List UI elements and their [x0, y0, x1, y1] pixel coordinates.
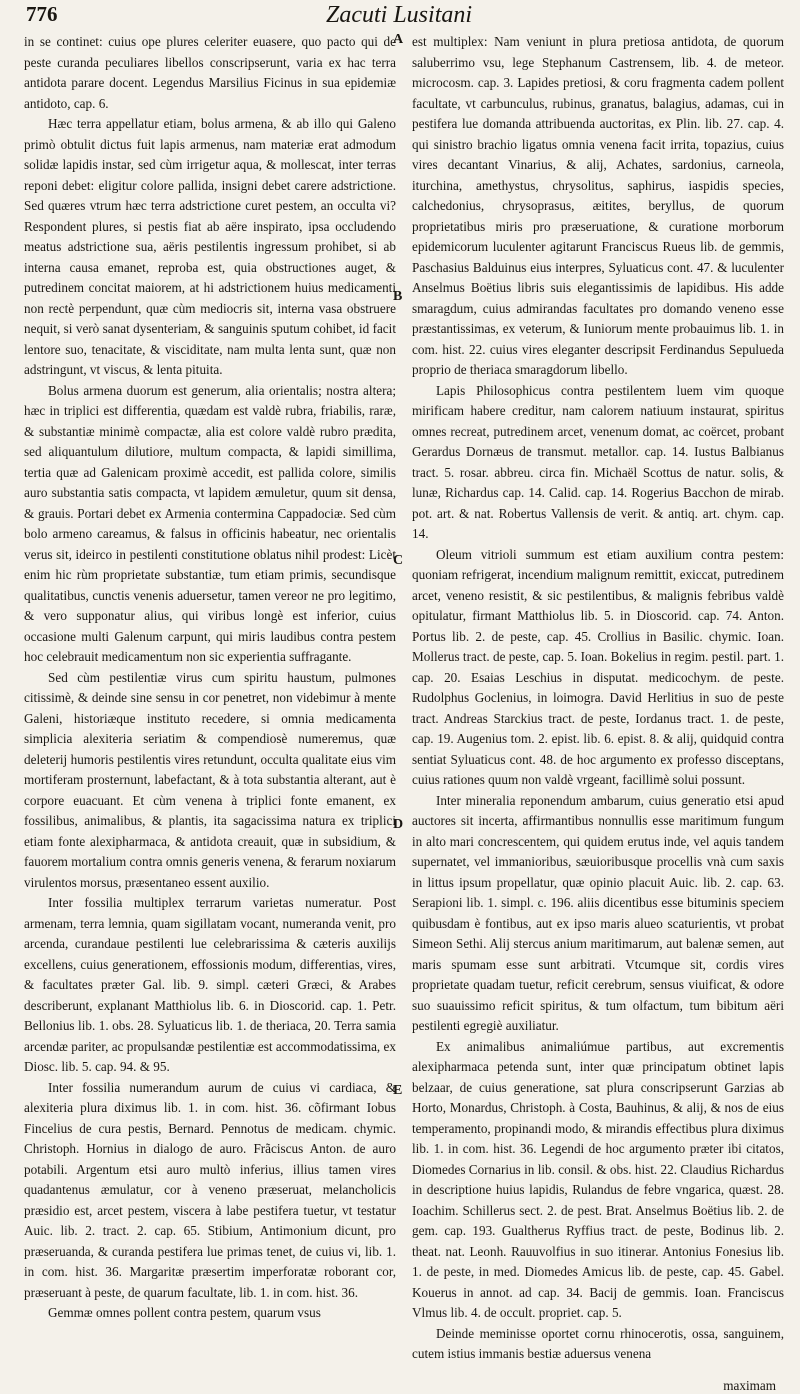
margin-letter-d: D: [393, 817, 404, 832]
paragraph: Inter mineralia reponendum ambarum, cuius generatio etsi apud auctores sit incerta, affirmantibus nonnullis esse maritimum fungum in alto mari concrescentem, qui quidem erutus inde, vel aquis tandem supernatet, vel immanioribus, sæuioribusque procellis vnà cum saxis in littus ipsum propellatur, quæ opinio placuit Auic. lib. 2. cap. 63. Serapioni lib. 1. simpl. c. 196. aliis dicentibus esse bituminis speciem quibusdam è fontibus, aut ex ipso maris alueo scaturientis, vt probat Simeon Sethi. Alij stercus anium maritimarum, aut balenæ semen, aut maris spumam esse sunt arbitrati. Vtcumque sit, cordis vires proprietate quadam tuetur, reficit cerebrum, sensus viuificat, & odore suo suauissimo reficit spiritus, & tum olfactum, tum bibitum aëri pestilenti egregiè auxiliatur.: [412, 792, 784, 1033]
left-column: [24, 32, 396, 1324]
paragraph: est multiplex: Nam veniunt in plura pretiosa antidota, de quorum saluberrimo vsu, lege Stephanum Castrensem, lib. 4. de meteor. microcosm. cap. 3. Lapides pretiosi, & coru fragmenta cadem pollent facultate, vt carbunculus, rubinus, granatus, balagius, adamas, cui in pestifera lue domanda attribuenda auctoritas, ex Plin. lib. 27. cap. 4. qui sinistro brachio ligatus omnia venena facit irrita, topazius, cuius vires decantant Vinarius, & alij, Achates, sardonius, carneola, iturchina, amethystus, chrysolitus, saphirus, iaspidis species, calchedonius, chrysoprasus, æitites, beryllus, de quorum proprietatibus miris pro præseruatione, & curatione morborum epidemicorum luculenter agitarunt Franciscus Rueus lib. de gemmis, Paschasius Balduinus eius interpres, Syluaticus cont. 47. & luculenter Anselmus Boëtius libris suis elegantissimis de lapidibus. His adde smaragdum, cuius admirandas facultates pro domando veneno esse præstantissimas, ex veterum, & Iuniorum mente probauimus lib. 1. in com. hist. 22. cuius vires eleganter descripsit Ferdinandus Sepulueda proprio de theriaca smaragdorum libello.: [412, 34, 784, 377]
paragraph: in se continet: cuius ope plures celeriter euasere, quo pacto qui de peste curanda peculiares libellos conscripserunt, varia ex hac terra antidota parare docent. Legendus Marsilius Ficinus in sua epidemiæ antidoto, cap. 6.: [24, 34, 396, 111]
margin-letter-b: B: [393, 289, 403, 304]
paragraph: Inter fossilia numerandum aurum de cuius vi cardiaca, & alexiteria plura diximus lib. 1. in com. hist. 36. cõfirmant Iobus Fincelius de cura pestis, Bernard. Pennotus de medicam. chymic. Christoph. Hornius in dialogo de auro. Frãciscus Anton. de auro potabili. Argentum etsi auro multò inferius, illius tamen vires quadantenus æmulatur, cor à veneno præseruat, melancholicis præsidio est, arcet pestem, viscera à labe pestifera tuetur, vt testatur Auic. lib. 2. tract. 2. cap. 65. Stibium, Antimonium dicunt, pro præseruanda, & curanda pestifera lue primas tenet, de cuius vi, lib. 1. in com. hist. 36. Margaritæ præsertim imperforatæ roborant cor, præseruant à peste, de quarum facultate, lib. 1. in com. hist. 36.: [24, 1079, 396, 1300]
paragraph: Bolus armena duorum est generum, alia orientalis; nostra altera; hæc in triplici est differentia, quædam est valdè rubra, friabilis, raræ, & substantiæ minimè compactæ, alia est colore valdè rubro prædita, sed aliquantulum dilutiore, multum compacta, & lapidi simillima, tertia quæ ad Galenicam proximè accedit, est pallida colore, similis auro substantia satis compacta, vt lapidem æmuletur, quum sit densa, & grauis. Portari debet ex Armenia contermina Cappadociæ. Sed cùm bolo armeno careamus, & falsus in officinis habeatur, nec orientalis verus sit, ideirco in pestilenti constitutione oblatus nihil prodest: Licèt enim hic rùm proprietate substantiæ, tum etiam primis, secundisque qualitatibus, cunctis venenis aduersetur, tamen vereor ne pro legitimo, & vero supponatur alius, qui viribus longè est inferior, cuius occasione multi Galenum carpunt, qui miris laudibus contra pestem hoc celebrauit medicamentum non sic experientia suffragante.: [24, 382, 396, 664]
catchword: maximam: [723, 1378, 776, 1393]
margin-letter-e: E: [393, 1083, 403, 1098]
paragraph: Inter fossilia multiplex terrarum varietas numeratur. Post armenam, terra lemnia, quam sigillatam vocant, numeranda venit, pro arcenda, curandaue pestilenti lue celebrarissima & cæteris auxilijs excellens, cuius generationem, effossionis modum, differentias, vires, & facultates præter Gal. lib. 9. simpl. cæteri Græci, & Arabes describerunt, explanant Matthiolus lib. 6. in Dioscorid. cap. 1. Petr. Bellonius lib. 1. obs. 28. Syluaticus lib. 1. de theriaca, 20. Terra samia arcendæ pariter, ac propulsandæ pestilentiæ est accommodatissima, ex Diosc. lib. 5. cap. 94. & 95.: [24, 895, 396, 1074]
page-number: 776: [26, 2, 58, 26]
margin-letter-c: C: [393, 553, 404, 568]
paragraph: Sed cùm pestilentiæ virus cum spiritu haustum, pulmones citissimè, & deinde sine sensu in cor penetret, non videbimur à mente Galeni, historiæque instituto recedere, si omnia medicamenta simplicia alexiteria seriatim & compendiosè numeremus, quæ deleterij humoris pestilentis vires retundunt, occulta qualitate eius vim mortiferam prosternunt, labefactant, & à tota substantia alterant, aut è corpore euacuant. Et cùm venena à triplici fonte emanent, ex fossilibus, animalibus, & plantis, ita sagacissima natura ex triplici etiam fonte alexipharmaca, & antidota creauit, quæ in subsidium, & fauorem mortalium contra omnis generis venena, & ferarum noxiarum virulentos morsus, præsentaneo essent auxilio.: [24, 669, 396, 890]
paragraph: Hæc terra appellatur etiam, bolus armena, & ab illo qui Galeno primò obtulit dictus fuit lapis armenus, nam materiæ erat admodum solidæ lapidis instar, sed cùm irrigetur aqua, & mollescat, inter terras reponi debet: eligitur colore pallida, insigni debet carere adstrictione. Sed quæres vtrum hæc terra adstrictione curet pestem, an occulta vi? Respondent plures, si pestis fiat ab aëre inspirato, ipsa occludendo meatus adstrictione sua, aëris pestilentis ingressum prohibet, si ab interna causa emanet, reproba est, quia obstructiones auget, & putredinem concitat maiorem, at hi adstrictionem huius medicamenti non rectè perpendunt, quæ cùm mediocris sit, interna vasa obstruere nequit, si verò sanat dysenteriam, & sanguinis sputum cohibet, id facit lentore suo, tenacitate, & visciditate, nam multa lenta sunt, quæ non adstringunt, vt viscus, & lenta pituita.: [24, 116, 396, 377]
right-column: [412, 32, 784, 1365]
paragraph: Deinde meminisse oportet cornu rhinocerotis, ossa, sanguinem, cutem istius immanis bestiæ aduersus venena: [412, 1325, 784, 1361]
running-head: Zacuti Lusitani: [326, 2, 473, 28]
page-header: [26, 2, 774, 30]
paragraph: Gemmæ omnes pollent contra pestem, quarum vsus: [48, 1305, 321, 1320]
paragraph: Oleum vitrioli summum est etiam auxilium contra pestem: quoniam refrigerat, incendium malignum remittit, exiccat, putredinem arcet, veneno resistit, & sic pestilentibus, & malignis febribus valdè opitulatur, firmant Matthiolus lib. 5. in Dioscorid. cap. 74. Anton. Portus lib. 2. de peste, cap. 45. Crollius in Basilic. chymic. Ioan. Mollerus tract. de peste, cap. 5. Ioan. Bokelius in regim. pestil. part. 1. cap. 20. Esaias Leschius in disputat. medicochym. de peste. Rudolphus Goclenius, in loimogra. David Herlitius in suo de peste tract. Andreas Starckius tract. de peste, Iordanus tract. 1. de peste, cap. 19. Augenius tom. 2. epist. lib. 6. epist. 8. & alij, quidquid contra sentiat Syluaticus cont. 48. de hoc argumento ex professo disceptans, cuius rationes quum non valdè vrgeant, facillimè solui possunt.: [412, 546, 784, 787]
paragraph: Ex animalibus animaliúmue partibus, aut excrementis alexipharmaca petenda sunt, inter quæ principatum obtinet lapis belzaar, de cuius generatione, sat plura conscripserunt Garzias ab Horto, Monardus, Christoph. à Costa, Bauhinus, & alij, & nos de eius temperamento, propinandi modo, & mirandis effectibus plura diximus lib. 1. in com. hist. 36. Legendi de hoc argumento præter ibi citatos, Diomedes Cornarius in lib. consil. & obs. hist. 22. Claudius Richardus in descriptione huius lapidis, Rulandus de febre vngarica, quæst. 28. Ioachim. Schillerus sect. 2. de pest. Brat. Anselmus Boëtius lib. 2. de gem. cap. 193. Gualtherus Ryffius tract. de peste, Bodinus lib. 2. theat. nat. Leonh. Rauuvolfius in suo itinerar. Antonius Fonesius lib. 1. de peste, in med. Diomedes Amicus lib. de peste, cap. 45. Gabel. Kouerus in annot. ad cap. 34. Bacij de gemmis. Ioan. Franciscus Vlmus lib. 4. de occult. propriet. cap. 5.: [412, 1038, 784, 1320]
paragraph: Lapis Philosophicus contra pestilentem luem vim quoque mirificam habere creditur, nam calorem natiuum instaurat, spiritus omnes recreat, putredinem arcet, venenum domat, ac coërcet, probant Gerardus Dornæus de transmut. metallor. cap. 14. Iustus Balbianus tract. 5. rosar. abbreu. circa fin. Michaël Scottus de natur. solis, & lunæ, Richardus cap. 14. Calid. cap. 14. Rogerius Bacchon de mirab. pot. art. & nat. Robertus Vallensis de verit. & antiq. art. chym. cap. 14.: [412, 382, 784, 541]
margin-letter-a: A: [393, 32, 404, 47]
